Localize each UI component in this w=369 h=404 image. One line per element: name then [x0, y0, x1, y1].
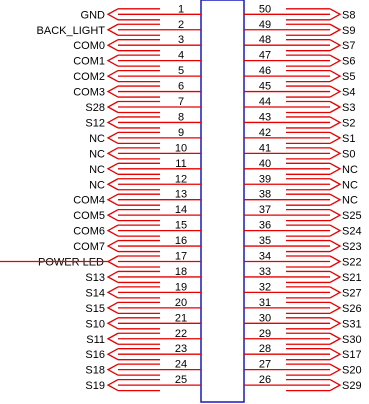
left-pin-label: NC — [89, 163, 105, 176]
right-pin-number: 38 — [258, 188, 272, 201]
left-pin-label: COM2 — [73, 71, 105, 84]
left-pin-label: S28 — [85, 102, 105, 114]
left-pin-number: 25 — [174, 374, 188, 387]
right-pin-number: 44 — [258, 96, 272, 108]
left-pin-label: COM7 — [73, 241, 105, 254]
left-pin-number: 14 — [174, 204, 188, 217]
right-pin-label: S24 — [342, 225, 362, 238]
right-pin-number: 29 — [258, 327, 272, 340]
right-pin-label: NC — [342, 179, 358, 192]
left-pin-number: 9 — [177, 126, 185, 139]
right-pin-number: 32 — [258, 281, 272, 294]
left-pin-label: S13 — [85, 271, 105, 284]
left-pin-label: NC — [89, 132, 105, 145]
pin-group — [0, 3, 362, 392]
right-pin-number: 48 — [258, 34, 272, 47]
right-pin-label: S26 — [342, 302, 362, 315]
left-pin-number: 11 — [175, 157, 187, 170]
right-pin-number: 33 — [258, 265, 272, 278]
left-pin-label: POWER LED — [37, 256, 104, 269]
right-pin-label: S20 — [342, 364, 362, 377]
left-pin-number: 21 — [174, 312, 188, 325]
left-pin-label: S11 — [86, 333, 105, 346]
left-pin-label: S15 — [85, 302, 105, 315]
right-pin-label: S29 — [342, 380, 362, 393]
right-pin-number: 50 — [258, 3, 272, 16]
right-pin-label: S2 — [342, 117, 356, 130]
right-pin-label: S23 — [342, 241, 362, 254]
left-pin-label: NC — [89, 148, 105, 161]
right-pin-label: S3 — [342, 102, 356, 114]
right-pin-label: S30 — [342, 333, 362, 346]
left-pin-label: S12 — [85, 117, 105, 130]
right-pin-label: S21 — [342, 271, 362, 284]
right-pin-label: S0 — [342, 148, 356, 161]
right-pin-label: S1 — [342, 132, 356, 145]
left-pin-label: S19 — [85, 380, 105, 393]
right-pin-number: 36 — [258, 219, 272, 232]
right-pin-number: 37 — [258, 204, 272, 217]
left-pin-number: 8 — [177, 111, 185, 124]
left-pin-lead — [108, 40, 201, 51]
left-pin-number: 24 — [174, 358, 188, 371]
left-pin-label: NC — [89, 179, 105, 192]
right-pin-number: 45 — [258, 80, 272, 93]
left-pin-label: COM4 — [73, 194, 105, 207]
left-pin-label: GND — [80, 9, 105, 22]
right-pin-number: 26 — [258, 374, 272, 387]
left-pin-number: 10 — [174, 142, 188, 155]
left-pin-number: 5 — [177, 65, 185, 78]
right-pin-label: S22 — [342, 256, 362, 269]
left-pin-lead — [108, 9, 201, 20]
left-pin-label: COM3 — [73, 86, 105, 99]
left-pin-number: 19 — [174, 281, 188, 294]
left-pin-number: 13 — [174, 188, 188, 201]
left-pin-number: 2 — [177, 18, 185, 31]
left-pin-number: 7 — [177, 96, 185, 108]
right-pin-label: NC — [342, 194, 358, 207]
right-pin-label: S31 — [342, 318, 362, 331]
left-pin-label: BACK_LIGHT — [36, 24, 105, 37]
right-pin-number: 49 — [258, 18, 272, 31]
left-pin-number: 3 — [177, 34, 185, 47]
right-pin-label: NC — [342, 163, 358, 176]
left-pin-number: 6 — [177, 80, 185, 93]
left-pin-number: 23 — [174, 343, 188, 356]
right-pin-number: 27 — [258, 358, 272, 371]
left-pin-number: 15 — [174, 219, 188, 232]
right-pin-number: 35 — [258, 235, 272, 248]
right-pin-label: S7 — [342, 40, 356, 53]
left-pin-number: 12 — [174, 173, 188, 186]
left-pin-label: S18 — [85, 364, 105, 377]
right-pin-number: 34 — [258, 250, 272, 263]
left-pin-lead — [108, 102, 201, 113]
left-pin-label: COM0 — [73, 40, 105, 53]
right-pin-number: 41 — [258, 142, 272, 155]
connector-body — [201, 0, 244, 402]
left-pin-lead — [108, 117, 201, 128]
left-pin-number: 22 — [174, 327, 188, 340]
right-pin-number: 39 — [258, 173, 272, 186]
right-pin-label: S5 — [342, 71, 356, 84]
left-pin-lead — [108, 71, 201, 82]
left-pin-label: COM1 — [73, 55, 105, 68]
right-pin-label: S8 — [342, 9, 356, 22]
right-pin-label: S27 — [342, 287, 362, 300]
right-pin-label: S9 — [342, 24, 356, 37]
right-pin-number: 31 — [258, 296, 272, 309]
left-pin-label: S14 — [85, 287, 105, 300]
right-pin-label: S17 — [342, 349, 362, 362]
right-pin-number: 47 — [258, 49, 272, 62]
right-pin-label: S25 — [342, 210, 362, 223]
right-pin-number: 43 — [258, 111, 272, 124]
left-pin-number: 1 — [177, 3, 185, 16]
right-pin-number: 30 — [258, 312, 272, 325]
left-pin-number: 4 — [177, 49, 185, 62]
right-pin-label: S4 — [342, 86, 356, 99]
left-pin-number: 18 — [174, 265, 188, 278]
left-pin-label: COM6 — [73, 225, 105, 238]
left-pin-lead — [108, 24, 201, 35]
right-pin-label: S6 — [342, 55, 356, 68]
left-pin-lead — [108, 55, 201, 66]
left-pin-lead — [108, 86, 201, 97]
left-pin-number: 17 — [174, 250, 188, 263]
left-pin-label: S10 — [85, 318, 105, 331]
left-pin-number: 16 — [174, 235, 188, 248]
right-pin-number: 40 — [258, 157, 272, 170]
left-pin-number: 20 — [174, 296, 188, 309]
left-pin-label: S16 — [85, 349, 105, 362]
right-pin-number: 28 — [258, 343, 272, 356]
right-pin-number: 42 — [258, 126, 272, 139]
left-pin-label: COM5 — [73, 210, 105, 223]
right-pin-number: 46 — [258, 65, 272, 78]
